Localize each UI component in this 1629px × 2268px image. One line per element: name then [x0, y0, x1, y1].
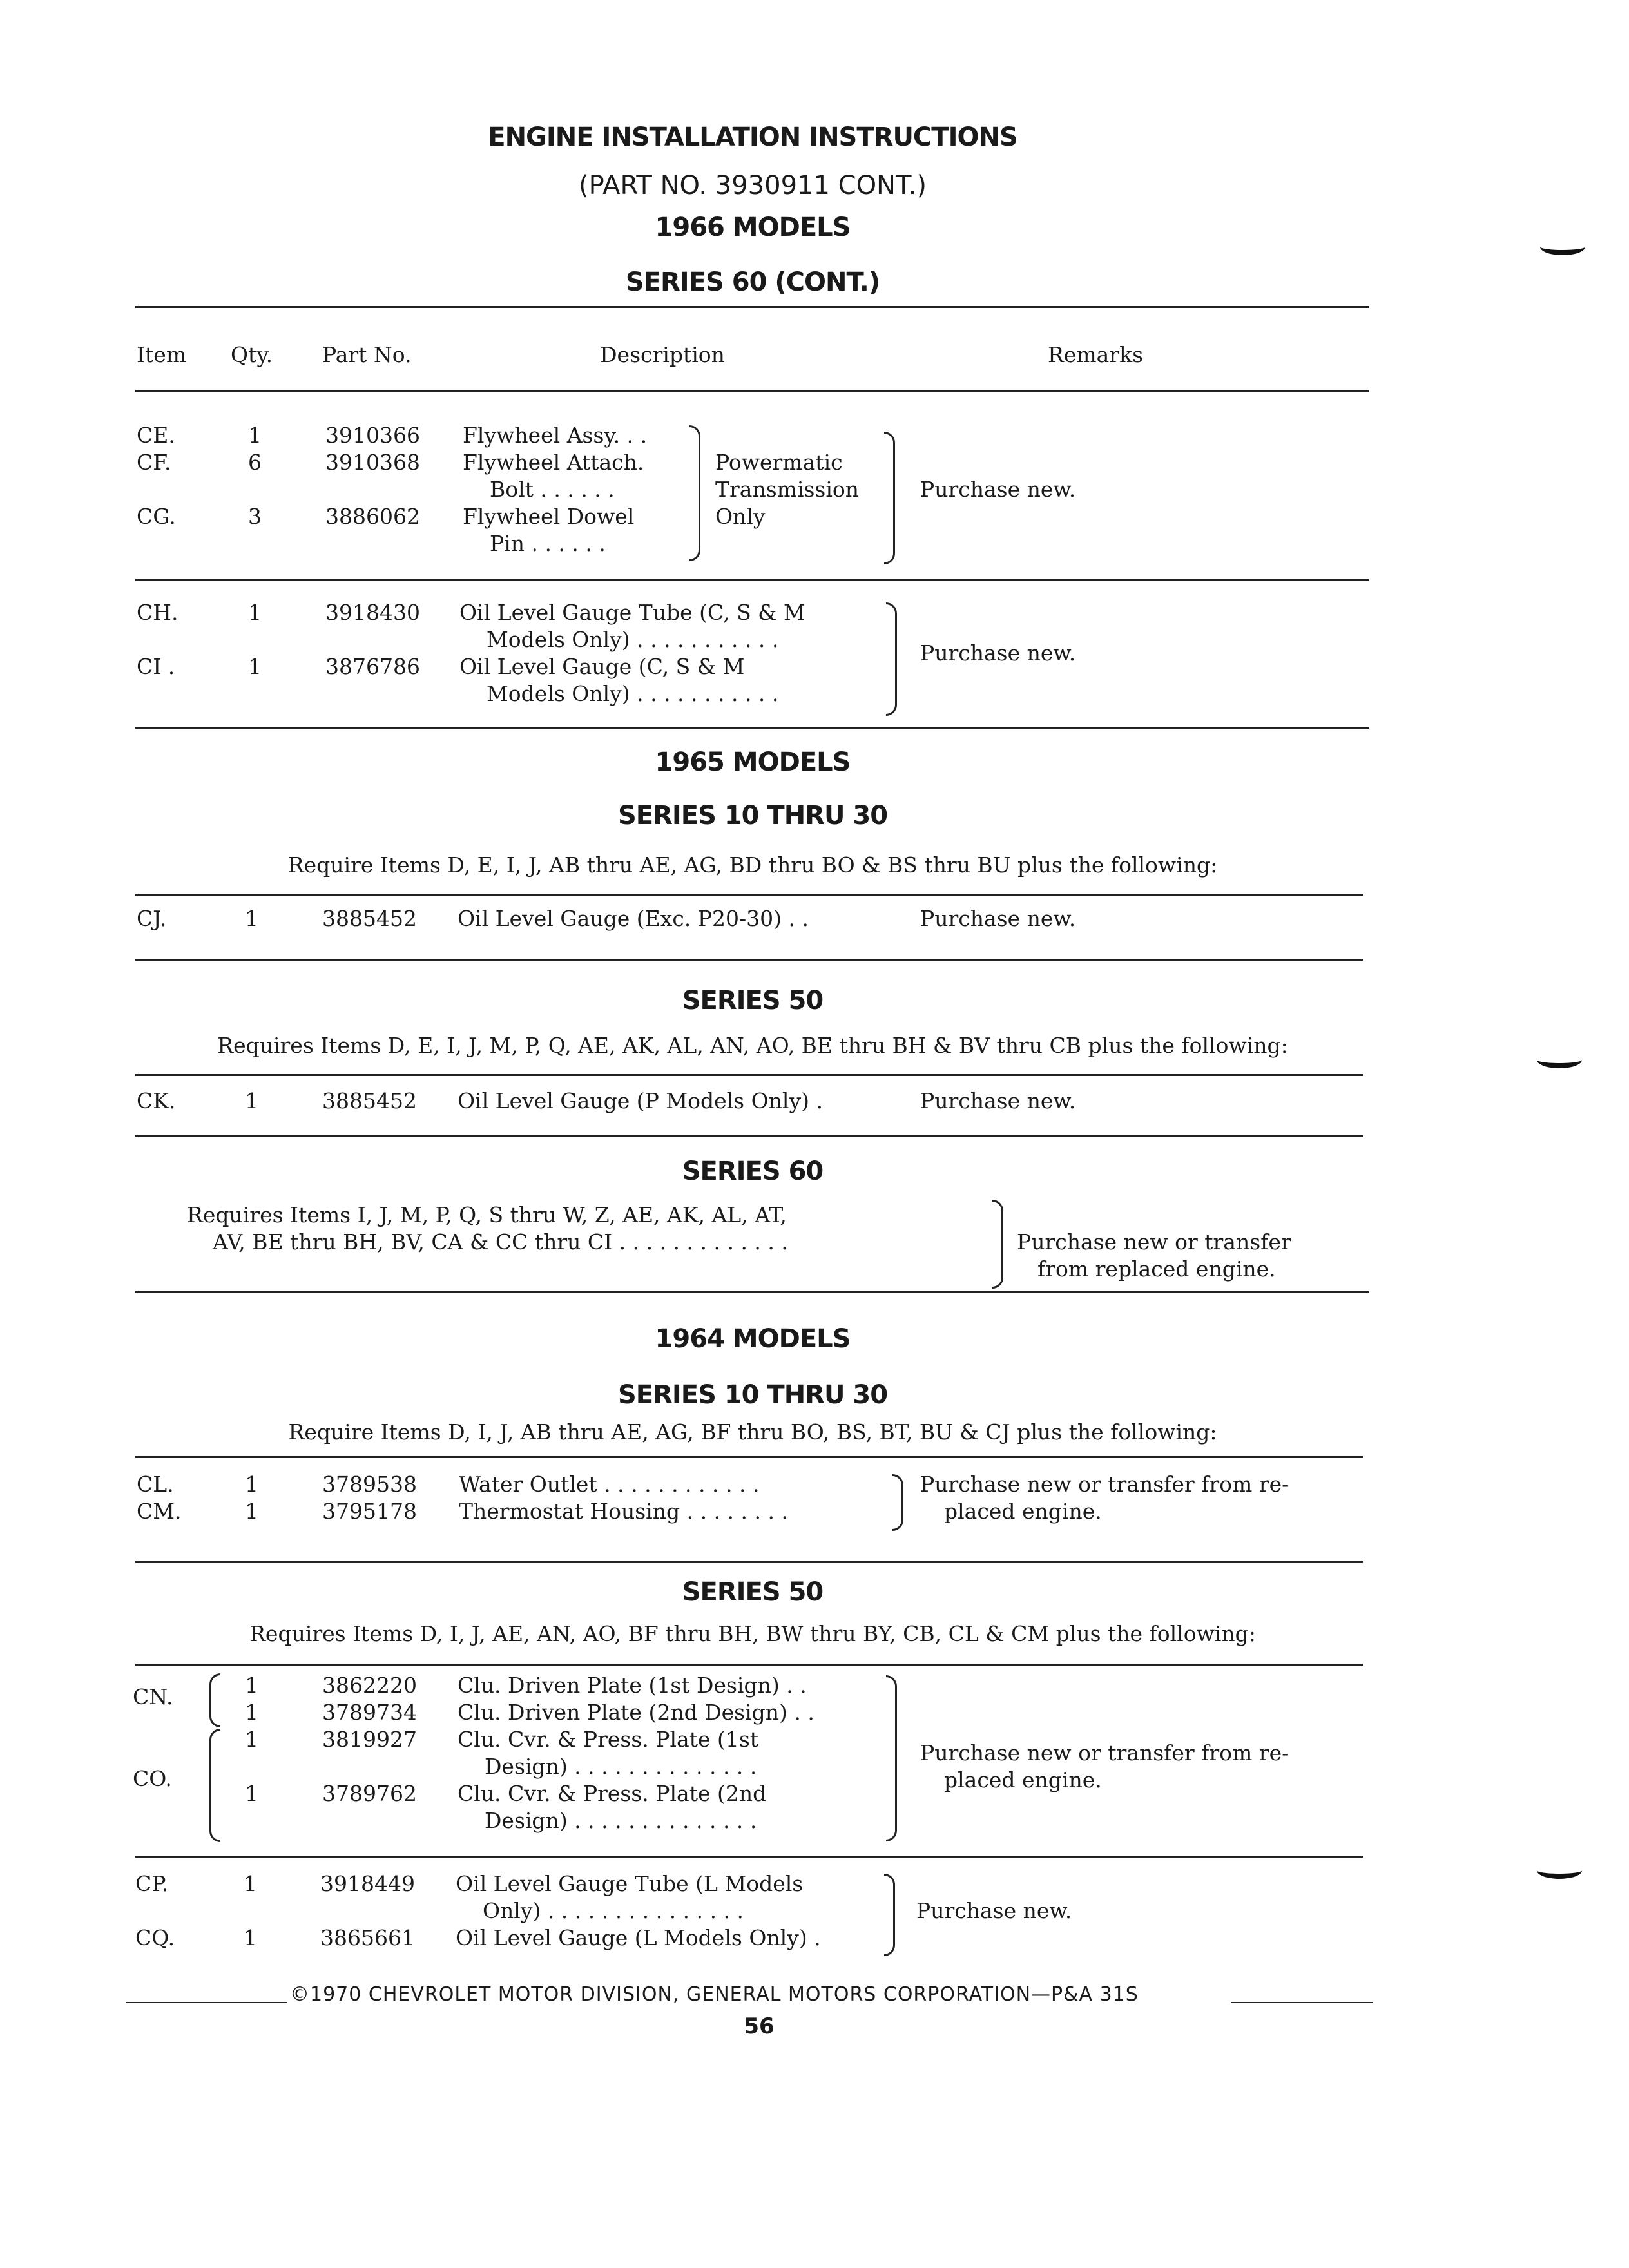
- item-code: CP.: [135, 1871, 169, 1896]
- divider: [135, 727, 1369, 729]
- table-row: [0, 1925, 902, 1952]
- description: Clu. Cvr. & Press. Plate (1st: [458, 1727, 759, 1752]
- series-10-30-heading: SERIES 10 THRU 30: [617, 801, 888, 831]
- table-row: [0, 1753, 902, 1780]
- divider: [135, 1664, 1363, 1666]
- models-1964-heading: 1964 MODELS: [655, 1324, 851, 1354]
- description: Clu. Driven Plate (1st Design) . .: [458, 1673, 807, 1698]
- part-number: 3789734: [322, 1700, 417, 1725]
- description: Oil Level Gauge Tube (C, S & M: [459, 600, 805, 625]
- item-code: CJ.: [137, 906, 167, 931]
- brace-icon: [689, 425, 700, 561]
- quantity: 3: [248, 504, 262, 529]
- column-header-remarks: Remarks: [1047, 342, 1144, 367]
- divider: [135, 579, 1369, 581]
- item-code: CQ.: [135, 1925, 175, 1950]
- table-row: [0, 422, 902, 449]
- part-number-heading: (PART NO. 3930911 CONT.): [579, 171, 927, 200]
- description: Models Only) . . . . . . . . . . .: [459, 627, 779, 652]
- part-number: 3865661: [320, 1925, 415, 1950]
- divider: [135, 1135, 1363, 1137]
- part-number: 3876786: [325, 654, 420, 679]
- remark: Purchase new.: [920, 1088, 1076, 1113]
- quantity: 1: [248, 423, 262, 448]
- table-row: [0, 626, 902, 653]
- series-50-heading: SERIES 50: [682, 1577, 824, 1607]
- remark: Purchase new or transfer from re-: [920, 1472, 1289, 1497]
- table-row: [0, 1870, 902, 1898]
- quantity: 1: [245, 1499, 258, 1524]
- table-row: [0, 1699, 902, 1726]
- remark: Purchase new.: [920, 640, 1076, 666]
- description: Oil Level Gauge (C, S & M: [459, 654, 745, 679]
- transmission-note: Powermatic: [715, 450, 843, 475]
- part-number: 3795178: [322, 1499, 417, 1524]
- description: Flywheel Assy. . .: [463, 423, 648, 448]
- part-number: 3819927: [322, 1727, 417, 1752]
- quantity: 1: [248, 654, 262, 679]
- part-number: 3918449: [320, 1871, 415, 1896]
- footer-rule-right: [1231, 2002, 1373, 2003]
- margin-mark-icon: [1540, 238, 1585, 255]
- divider: [135, 1561, 1363, 1563]
- part-number: 3886062: [325, 504, 420, 529]
- document-title: ENGINE INSTALLATION INSTRUCTIONS: [488, 122, 1017, 152]
- description: Bolt . . . . . .: [463, 477, 615, 502]
- requirements-note: Requires Items D, I, J, AE, AN, AO, BF thru BH, BW thru BY, CB, CL & CM plus the following:: [249, 1621, 1256, 1646]
- item-code: CN.: [133, 1684, 173, 1709]
- description: Clu. Cvr. & Press. Plate (2nd: [458, 1781, 767, 1806]
- margin-mark-icon: [1537, 1052, 1582, 1068]
- quantity: 1: [245, 1472, 258, 1497]
- remark: Purchase new.: [916, 1898, 1072, 1923]
- quantity: 1: [245, 1781, 258, 1806]
- description: Oil Level Gauge (Exc. P20-30) . .: [458, 906, 809, 931]
- requirements-note: Requires Items I, J, M, P, Q, S thru W, Z, AE, AK, AL, AT,: [187, 1202, 787, 1227]
- quantity: 1: [244, 1871, 257, 1896]
- table-row: [0, 1780, 902, 1807]
- table-row: [0, 1672, 902, 1699]
- part-number: 3789762: [322, 1781, 417, 1806]
- models-1965-heading: 1965 MODELS: [655, 747, 851, 777]
- series-50-heading: SERIES 50: [682, 986, 824, 1015]
- transmission-note: Only: [715, 504, 766, 529]
- quantity: 6: [248, 450, 262, 475]
- description: Pin . . . . . .: [463, 531, 606, 556]
- quantity: 1: [245, 1700, 258, 1725]
- series-60-heading: SERIES 60: [682, 1157, 824, 1186]
- requirements-note: Require Items D, I, J, AB thru AE, AG, BF thru BO, BS, BT, BU & CJ plus the following:: [288, 1419, 1217, 1445]
- description: Design) . . . . . . . . . . . . . .: [458, 1754, 757, 1779]
- table-row: [0, 905, 1289, 932]
- part-number: 3885452: [322, 1088, 417, 1113]
- item-code: CG.: [137, 504, 176, 529]
- part-number: 3885452: [322, 906, 417, 931]
- transmission-note: Transmission: [715, 477, 860, 502]
- item-code: CO.: [133, 1766, 172, 1791]
- divider: [135, 306, 1369, 308]
- item-code: CF.: [137, 450, 171, 475]
- description: Flywheel Dowel: [463, 504, 635, 529]
- description: Oil Level Gauge (L Models Only) .: [456, 1925, 821, 1950]
- brace-icon: [886, 602, 897, 716]
- footer-rule-left: [126, 2002, 287, 2003]
- requirements-note: Requires Items D, E, I, J, M, P, Q, AE, AK, AL, AN, AO, BE thru BH & BV thru CB plus the following:: [217, 1033, 1288, 1058]
- quantity: 1: [245, 1727, 258, 1752]
- column-header-item: Item: [137, 342, 187, 367]
- description: Only) . . . . . . . . . . . . . . .: [456, 1898, 744, 1923]
- series-10-30-heading: SERIES 10 THRU 30: [617, 1380, 888, 1410]
- margin-mark-icon: [1537, 1862, 1582, 1879]
- brace-icon: [992, 1200, 1003, 1289]
- item-code: CI .: [137, 654, 175, 679]
- column-header-description: Description: [600, 342, 725, 367]
- part-number: 3910368: [325, 450, 420, 475]
- item-code: CH.: [137, 600, 178, 625]
- remark: Purchase new.: [920, 477, 1076, 502]
- divider: [135, 1291, 1369, 1293]
- item-code: CK.: [137, 1088, 176, 1113]
- remark: placed engine.: [944, 1499, 1102, 1524]
- description: Oil Level Gauge Tube (L Models: [456, 1871, 804, 1896]
- part-number: 3862220: [322, 1673, 417, 1698]
- quantity: 1: [245, 1088, 258, 1113]
- table-row: [0, 1498, 902, 1525]
- description: Flywheel Attach.: [463, 450, 644, 475]
- part-number: 3910366: [325, 423, 420, 448]
- table-row: [0, 530, 902, 557]
- remark: placed engine.: [944, 1767, 1102, 1792]
- divider: [135, 1074, 1363, 1076]
- description: Models Only) . . . . . . . . . . .: [459, 681, 779, 706]
- description: Oil Level Gauge (P Models Only) .: [458, 1088, 823, 1113]
- divider: [135, 894, 1363, 896]
- column-header-qty: Qty.: [231, 342, 273, 367]
- table-row: [0, 1898, 902, 1925]
- divider: [135, 1856, 1363, 1858]
- brace-icon: [884, 1874, 895, 1956]
- divider: [135, 390, 1369, 392]
- requirements-note: AV, BE thru BH, BV, CA & CC thru CI . . . . . . . . . . . . .: [213, 1229, 788, 1254]
- divider: [135, 1456, 1363, 1458]
- description: Water Outlet . . . . . . . . . . . .: [459, 1472, 760, 1497]
- table-row: [0, 1471, 902, 1498]
- table-row: [0, 1726, 902, 1753]
- item-code: CE.: [137, 423, 175, 448]
- remark: from replaced engine.: [1037, 1256, 1276, 1282]
- description: Clu. Driven Plate (2nd Design) . .: [458, 1700, 815, 1725]
- requirements-note: Require Items D, E, I, J, AB thru AE, AG, BD thru BO & BS thru BU plus the following:: [287, 852, 1218, 878]
- item-code: CL.: [137, 1472, 174, 1497]
- quantity: 1: [245, 1673, 258, 1698]
- table-row: [0, 1807, 902, 1834]
- series-60-cont-heading: SERIES 60 (CONT.): [625, 267, 880, 297]
- quantity: 1: [244, 1925, 257, 1950]
- remark: Purchase new or transfer: [1017, 1229, 1291, 1254]
- table-row: [0, 599, 902, 626]
- description: Design) . . . . . . . . . . . . . .: [458, 1808, 757, 1833]
- divider: [135, 959, 1363, 961]
- page-number: 56: [744, 2013, 775, 2039]
- quantity: 1: [248, 600, 262, 625]
- brace-icon: [886, 1675, 897, 1841]
- brace-icon: [884, 432, 895, 564]
- description: Thermostat Housing . . . . . . . .: [459, 1499, 788, 1524]
- column-header-part: Part No.: [322, 342, 412, 367]
- remark: Purchase new.: [920, 906, 1076, 931]
- remark: Purchase new or transfer from re-: [920, 1740, 1289, 1765]
- quantity: 1: [245, 906, 258, 931]
- item-code: CM.: [137, 1499, 182, 1524]
- table-row: [0, 503, 902, 530]
- table-row: [0, 680, 902, 707]
- table-row: [0, 1088, 1289, 1115]
- part-number: 3918430: [325, 600, 420, 625]
- table-row: [0, 653, 902, 680]
- brace-icon: [892, 1474, 903, 1531]
- part-number: 3789538: [322, 1472, 417, 1497]
- copyright-notice: ©1970 CHEVROLET MOTOR DIVISION, GENERAL MOTORS CORPORATION—P&A 31S: [290, 1983, 1139, 2006]
- models-1966-heading: 1966 MODELS: [655, 213, 851, 242]
